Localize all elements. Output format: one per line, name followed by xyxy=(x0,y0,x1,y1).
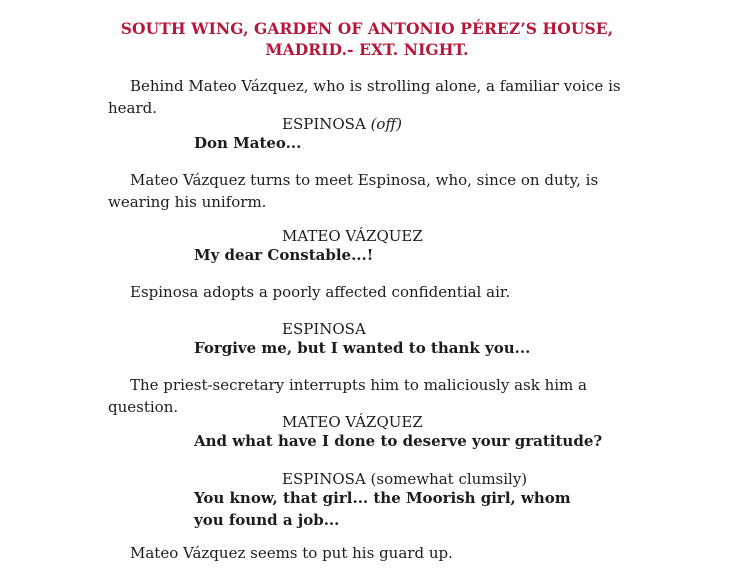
action-line: Mateo Vázquez seems to put his guard up. xyxy=(130,544,453,562)
character-name: ESPINOSA (somewhat clumsily) xyxy=(282,470,528,488)
character-cue xyxy=(282,469,527,489)
character-cue xyxy=(282,226,423,246)
dialogue-line: Don Mateo... xyxy=(194,134,302,152)
action-line: Behind Mateo Vázquez, who is strolling alone, a familiar voice is heard. xyxy=(108,77,621,117)
dialogue-line: You know, that girl... the Moorish girl, whom you found a job... xyxy=(194,489,571,529)
parenthetical: (off) xyxy=(370,115,402,133)
action-line: The priest-secretary interrupts him to maliciously ask him a question. xyxy=(108,376,587,416)
scene-heading-line-2: MADRID.- EXT. NIGHT. xyxy=(265,40,469,59)
dialogue-line: Forgive me, but I wanted to thank you... xyxy=(194,339,531,357)
dialogue-line: My dear Constable...! xyxy=(194,246,374,264)
dialogue-line: And what have I done to deserve your gratitude? xyxy=(194,432,603,450)
character-cue xyxy=(282,319,366,339)
character-name: ESPINOSA xyxy=(282,115,366,133)
action-line: Espinosa adopts a poorly affected confidential air. xyxy=(130,283,511,301)
character-cue xyxy=(282,412,423,432)
character-name: MATEO VÁZQUEZ xyxy=(282,227,423,245)
action-line: Mateo Vázquez turns to meet Espinosa, who, since on duty, is wearing his uniform. xyxy=(108,171,599,211)
character-name: MATEO VÁZQUEZ xyxy=(282,413,423,431)
character-name: ESPINOSA xyxy=(282,320,366,338)
scene-heading-line-1: SOUTH WING, GARDEN OF ANTONIO PÉREZ’S HOUSE, xyxy=(120,19,614,38)
character-cue xyxy=(282,114,402,134)
